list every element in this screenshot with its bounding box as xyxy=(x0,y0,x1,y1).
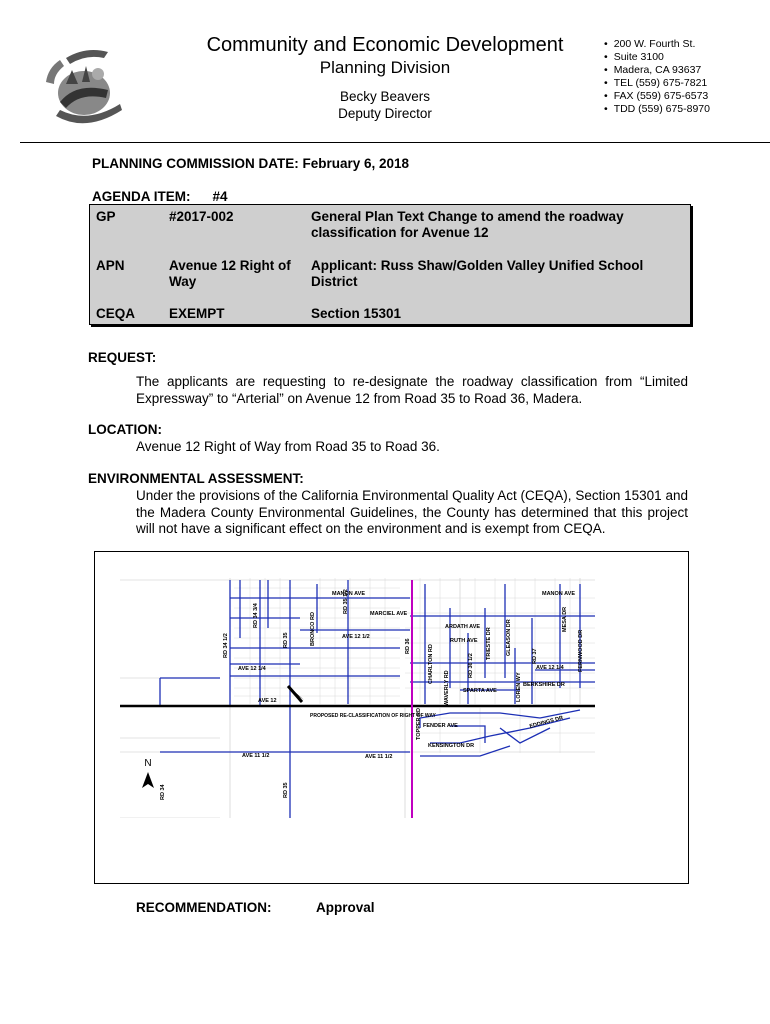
request-text: The applicants are requesting to re-designate the roadway classification from “Limited Expressway” to “Arterial” on Avenue 12 from Road 35 to Road 36, Madera. xyxy=(136,374,688,406)
agenda-desc-ceqa: Section 15301 xyxy=(311,306,402,321)
director-role: Deputy Director xyxy=(338,106,432,121)
map-label-bronco-rd: BRONCO RD xyxy=(310,612,316,646)
agenda-value-ceqa: EXEMPT xyxy=(169,306,225,321)
location-heading: LOCATION: xyxy=(88,422,162,437)
contact-tdd: • TDD (559) 675-8970 xyxy=(604,103,710,116)
map-label-gleason-dr: GLEASON DR xyxy=(506,619,512,656)
map-label-ave-11-1-2-east: AVE 11 1/2 xyxy=(365,754,393,760)
map-label-sparta-ave: SPARTA AVE xyxy=(463,688,497,694)
environmental-heading: ENVIRONMENTAL ASSESSMENT: xyxy=(88,471,304,486)
header-divider xyxy=(20,142,770,143)
contact-address: • 200 W. Fourth St. xyxy=(604,38,710,51)
map-label-rd-35-north: RD 35 xyxy=(283,632,289,648)
vicinity-map xyxy=(120,578,595,818)
map-north-indicator: N xyxy=(144,758,152,769)
map-label-marciel-ave: MARCIEL AVE xyxy=(370,611,408,617)
recommendation-value: Approval xyxy=(316,900,375,915)
contact-tel: • TEL (559) 675-7821 xyxy=(604,77,710,90)
map-label-eddings-dr: EDDINGS DR xyxy=(528,715,564,730)
map-label-ruth-ave: RUTH AVE xyxy=(450,638,478,644)
agenda-item-heading xyxy=(92,189,228,204)
agenda-code-apn: APN xyxy=(96,258,125,273)
map-label-ave-12-1-2: AVE 12 1/2 xyxy=(342,634,370,640)
request-heading: REQUEST: xyxy=(88,350,157,365)
map-label-rd-37: RD 37 xyxy=(532,648,538,664)
madera-county-seal-logo xyxy=(36,38,136,133)
division-title: Planning Division xyxy=(319,58,451,77)
contact-city: • Madera, CA 93637 xyxy=(604,64,710,77)
map-label-rd-35-south: RD 35 xyxy=(283,782,289,798)
map-label-rd-34-3-4: RD 34 3/4 xyxy=(253,603,259,628)
agenda-code-ceqa: CEQA xyxy=(96,306,136,321)
map-label-fender-ave: FENDER AVE xyxy=(423,723,458,729)
map-label-rd-34: RD 34 xyxy=(160,784,166,800)
director-name: Becky Beavers xyxy=(339,89,431,104)
map-label-ave-11-1-2-west: AVE 11 1/2 xyxy=(242,753,270,759)
map-label-manon-ave-2: MANON AVE xyxy=(542,591,575,597)
map-label-trieste-dr: TRIESTE DR xyxy=(486,627,492,660)
agenda-item-number: #4 xyxy=(212,189,228,204)
map-label-rd-36-1-2: RD 36 1/2 xyxy=(468,653,474,678)
agenda-item-label: AGENDA ITEM: xyxy=(92,189,191,204)
map-label-waverly-rd: WAVERLY RD xyxy=(444,670,450,706)
map-label-berkshire-dr: BERKSHIRE DR xyxy=(523,682,565,688)
agenda-value-gp: #2017-002 xyxy=(169,209,234,224)
map-label-ave-12-1-4-east: AVE 12 1/4 xyxy=(536,665,564,671)
map-label-loren-wy: LOREN WY xyxy=(516,672,522,702)
map-label-kensington-dr: KENSINGTON DR xyxy=(428,743,475,749)
agenda-code-gp: GP xyxy=(96,209,116,224)
agenda-table xyxy=(89,204,691,325)
location-text: Avenue 12 Right of Way from Road 35 to Road 36. xyxy=(136,439,440,454)
agenda-desc-gp: General Plan Text Change to amend the roadway classification for Avenue 12 xyxy=(311,209,624,240)
recommendation-label: RECOMMENDATION: xyxy=(136,900,272,915)
agenda-desc-apn: Applicant: Russ Shaw/Golden Valley Unified School District xyxy=(311,258,644,289)
map-label-rd-35-1-2: RD 35 1/2 xyxy=(343,589,349,614)
map-label-topper-rd: TOPPER RD xyxy=(416,708,422,740)
contact-list xyxy=(604,38,710,116)
map-label-proposed-reclassification: PROPOSED RE-CLASSIFICATION OF RIGHT OF WAY xyxy=(310,713,436,719)
map-label-rd-36: RD 36 xyxy=(405,638,411,654)
commission-date: PLANNING COMMISSION DATE: February 6, 2018 xyxy=(92,156,410,171)
department-title: Community and Economic Development xyxy=(206,34,564,56)
map-label-manon-ave-1: MANON AVE xyxy=(332,591,365,597)
environmental-text: Under the provisions of the California Environmental Quality Act (CEQA), Section 15301 and the Madera County Environmental Guidelines, the County has determined that this project will not have a significant effect on the environment and is exempt from CEQA. xyxy=(136,488,688,536)
map-label-ave-12-1-4-west: AVE 12 1/4 xyxy=(238,666,266,672)
map-label-ardath-ave: ARDATH AVE xyxy=(445,624,481,630)
contact-fax: • FAX (559) 675-6573 xyxy=(604,90,710,103)
map-label-charlton-rd: CHARLTON RD xyxy=(428,644,434,684)
agenda-value-apn: Avenue 12 Right of Way xyxy=(169,258,291,289)
map-label-rd-34-1-2: RD 34 1/2 xyxy=(223,633,229,658)
map-label-fernwood-dr: FERNWOOD DR xyxy=(578,629,584,672)
map-label-ave-12: AVE 12 xyxy=(258,698,277,704)
map-label-mesa-dr: MESA DR xyxy=(562,606,568,632)
contact-suite: • Suite 3100 xyxy=(604,51,710,64)
